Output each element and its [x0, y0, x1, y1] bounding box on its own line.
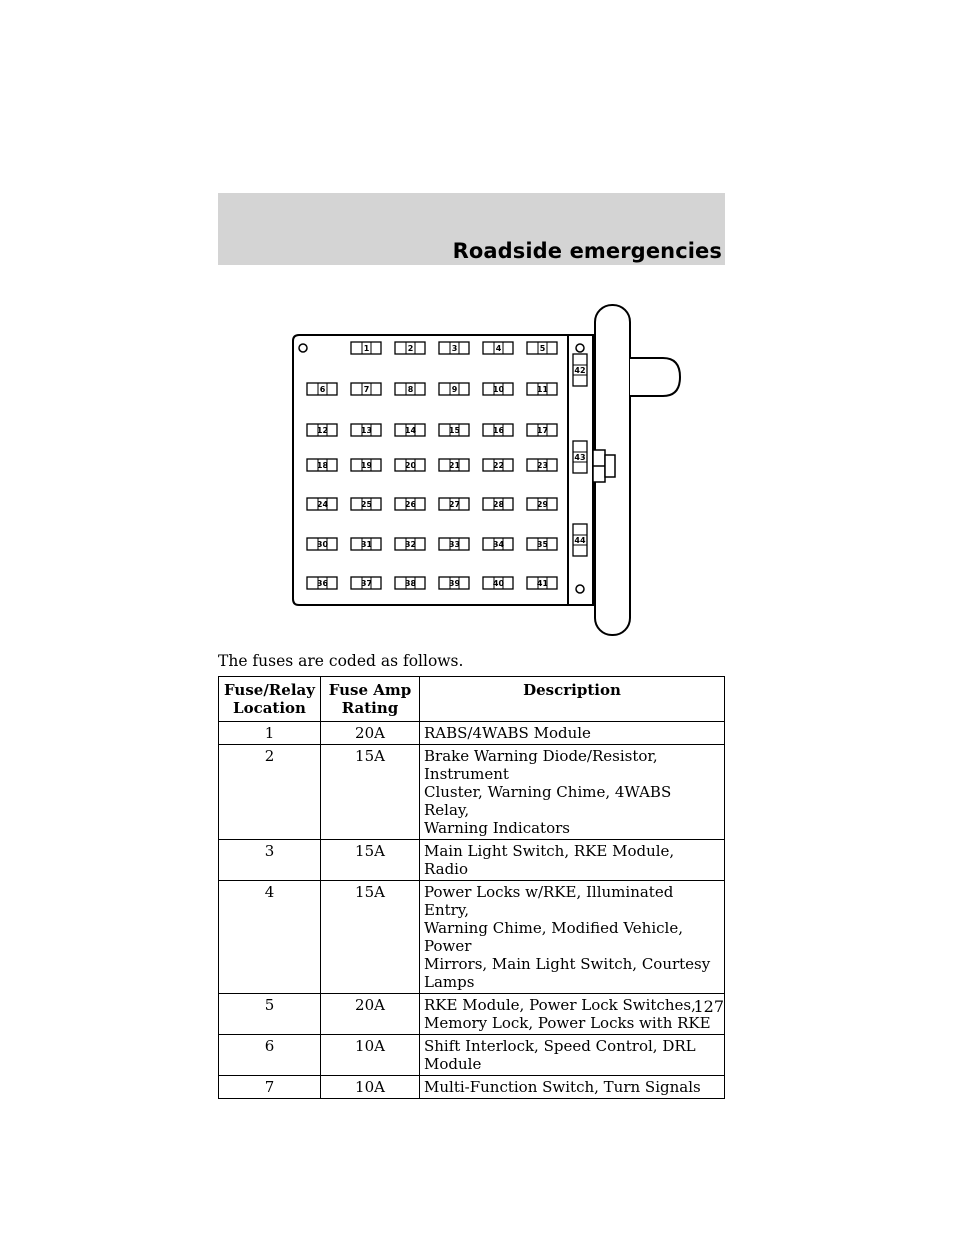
fuse-number: 4 — [495, 344, 502, 353]
intro-text: The fuses are coded as follows. — [218, 652, 464, 670]
table-row — [219, 722, 725, 745]
cell-location: 1 — [219, 722, 321, 745]
fuse-number: 34 — [492, 540, 505, 549]
fuse-number: 3 — [451, 344, 458, 353]
description-line: Mirrors, Main Light Switch, Courtesy Lamps — [424, 955, 711, 991]
description-line: Warning Chime, Modified Vehicle, Power — [424, 919, 683, 955]
description-line: RKE Module, Power Lock Switches, — [424, 996, 696, 1014]
fuse-number: 20 — [404, 461, 417, 470]
fuse-number: 31 — [360, 540, 373, 549]
cell-rating: 20A — [321, 994, 420, 1035]
fuse-slot — [395, 342, 425, 354]
fuse-slot — [439, 424, 469, 436]
fuse-slot — [439, 459, 469, 471]
cell-description — [420, 881, 725, 994]
description-line: RABS/4WABS Module — [424, 724, 591, 742]
fuse-slot — [307, 424, 337, 436]
header-band — [218, 193, 725, 265]
fuse-slot — [527, 498, 557, 510]
description-line: Power Locks w/RKE, Illuminated Entry, — [424, 883, 674, 919]
description-line: Main Light Switch, RKE Module, Radio — [424, 842, 675, 878]
fuse-number: 1 — [363, 344, 370, 353]
fuse-slot — [527, 538, 557, 550]
fuse-number: 21 — [448, 461, 461, 470]
header-rating-line2: Rating — [341, 699, 399, 717]
fuse-slot — [395, 424, 425, 436]
fuse-slot — [395, 538, 425, 550]
fuse-number: 12 — [316, 426, 329, 435]
relay-number: 43 — [574, 453, 586, 462]
fuse-slot — [527, 424, 557, 436]
fuse-number: 41 — [536, 579, 549, 588]
fuse-slot — [483, 498, 513, 510]
fuse-number: 15 — [448, 426, 461, 435]
fuse-slot — [483, 424, 513, 436]
fuse-number: 39 — [448, 579, 461, 588]
fuse-slot — [527, 383, 557, 395]
fuse-number: 32 — [404, 540, 417, 549]
fuse-number: 23 — [536, 461, 549, 470]
fuse-slot — [395, 459, 425, 471]
fuse-slot — [439, 538, 469, 550]
cell-rating: 20A — [321, 722, 420, 745]
header-rating — [321, 677, 420, 722]
mounting-hole-icon — [576, 344, 584, 352]
fuse-number: 17 — [536, 426, 549, 435]
page-title: Roadside emergencies — [452, 239, 722, 263]
fuse-number: 19 — [360, 461, 373, 470]
fuse-number: 28 — [492, 500, 505, 509]
fuse-slot — [351, 383, 381, 395]
fuse-slot — [483, 342, 513, 354]
header-location-line1: Fuse/Relay — [224, 681, 315, 699]
fuse-number: 22 — [492, 461, 505, 470]
fuse-number: 40 — [492, 579, 505, 588]
description-line: Shift Interlock, Speed Control, DRL Module — [424, 1037, 696, 1073]
fuse-number: 2 — [407, 344, 414, 353]
cell-location: 2 — [219, 745, 321, 840]
mounting-hole-icon — [299, 344, 307, 352]
fuse-slot — [351, 459, 381, 471]
fuse-number: 5 — [539, 344, 546, 353]
fuse-number: 26 — [404, 500, 417, 509]
fuse-number: 33 — [448, 540, 461, 549]
fuse-slot — [483, 459, 513, 471]
fuse-slot — [483, 577, 513, 589]
header-location-line2: Location — [233, 699, 306, 717]
relay-slot — [573, 354, 587, 386]
fuse-slot — [527, 342, 557, 354]
fuse-slot — [307, 577, 337, 589]
cell-description — [420, 1035, 725, 1076]
relay-slot — [573, 524, 587, 556]
fuse-slot — [527, 577, 557, 589]
fuse-slot — [483, 538, 513, 550]
cell-rating: 15A — [321, 840, 420, 881]
fuse-number: 6 — [319, 385, 326, 394]
fuse-slot — [351, 577, 381, 589]
fuse-number: 16 — [492, 426, 505, 435]
relay-number: 42 — [574, 366, 586, 375]
fuse-number: 14 — [404, 426, 417, 435]
description-line: Cluster, Warning Chime, 4WABS Relay, — [424, 783, 672, 819]
fuse-slot — [307, 383, 337, 395]
fuse-number: 27 — [448, 500, 461, 509]
fuse-number: 36 — [316, 579, 329, 588]
fuse-slot — [307, 459, 337, 471]
cell-rating: 15A — [321, 745, 420, 840]
fuse-number: 24 — [316, 500, 329, 509]
fuse-number: 25 — [360, 500, 373, 509]
fuse-number: 37 — [360, 579, 373, 588]
table-row — [219, 840, 725, 881]
table-row — [219, 994, 725, 1035]
relay-slot — [573, 441, 587, 473]
cell-location: 7 — [219, 1076, 321, 1099]
description-line: Warning Indicators — [424, 819, 570, 837]
description-line: Memory Lock, Power Locks with RKE — [424, 1014, 711, 1032]
fuse-number: 9 — [451, 385, 458, 394]
fuse-number: 38 — [404, 579, 417, 588]
header-rating-line1: Fuse Amp — [328, 681, 412, 699]
fuse-slot — [395, 383, 425, 395]
fuse-slot — [351, 538, 381, 550]
cell-description — [420, 722, 725, 745]
fuse-number: 30 — [316, 540, 329, 549]
cell-rating: 10A — [321, 1035, 420, 1076]
cell-description — [420, 1076, 725, 1099]
table-row — [219, 881, 725, 994]
header-description: Description — [420, 677, 725, 722]
fuse-slot — [395, 498, 425, 510]
fuse-slot — [395, 577, 425, 589]
fuse-slot — [351, 498, 381, 510]
cell-rating: 10A — [321, 1076, 420, 1099]
table-row — [219, 1076, 725, 1099]
fuse-number: 7 — [363, 385, 370, 394]
fuse-slot — [527, 459, 557, 471]
fuse-number: 18 — [316, 461, 329, 470]
fuse-number: 11 — [536, 385, 549, 394]
fuse-slot — [439, 342, 469, 354]
fuse-number: 35 — [536, 540, 549, 549]
fuse-slot — [351, 342, 381, 354]
page-number: 127 — [693, 997, 724, 1016]
fuse-number: 29 — [536, 500, 549, 509]
fuse-slot — [307, 498, 337, 510]
relay-number: 44 — [574, 536, 586, 545]
fuse-slot — [351, 424, 381, 436]
mounting-hole-icon — [576, 585, 584, 593]
description-line: Brake Warning Diode/Resistor, Instrument — [424, 747, 658, 783]
fuse-slot — [439, 383, 469, 395]
fuse-panel-diagram — [285, 300, 695, 640]
header-location — [219, 677, 321, 722]
cell-description — [420, 994, 725, 1035]
cell-location: 5 — [219, 994, 321, 1035]
fuse-table-body — [219, 722, 725, 1099]
cell-location: 6 — [219, 1035, 321, 1076]
cell-location: 3 — [219, 840, 321, 881]
fuse-number: 10 — [492, 385, 505, 394]
fuse-slot — [307, 538, 337, 550]
fuse-table — [218, 676, 725, 1099]
table-row — [219, 745, 725, 840]
fuse-number: 8 — [407, 385, 414, 394]
description-line: Multi-Function Switch, Turn Signals — [424, 1078, 701, 1096]
fuse-slot — [439, 577, 469, 589]
fuse-slot — [439, 498, 469, 510]
table-row — [219, 1035, 725, 1076]
cell-location: 4 — [219, 881, 321, 994]
cell-description — [420, 840, 725, 881]
cell-description — [420, 745, 725, 840]
fuse-number: 13 — [360, 426, 373, 435]
cell-rating: 15A — [321, 881, 420, 994]
fuse-slot — [483, 383, 513, 395]
